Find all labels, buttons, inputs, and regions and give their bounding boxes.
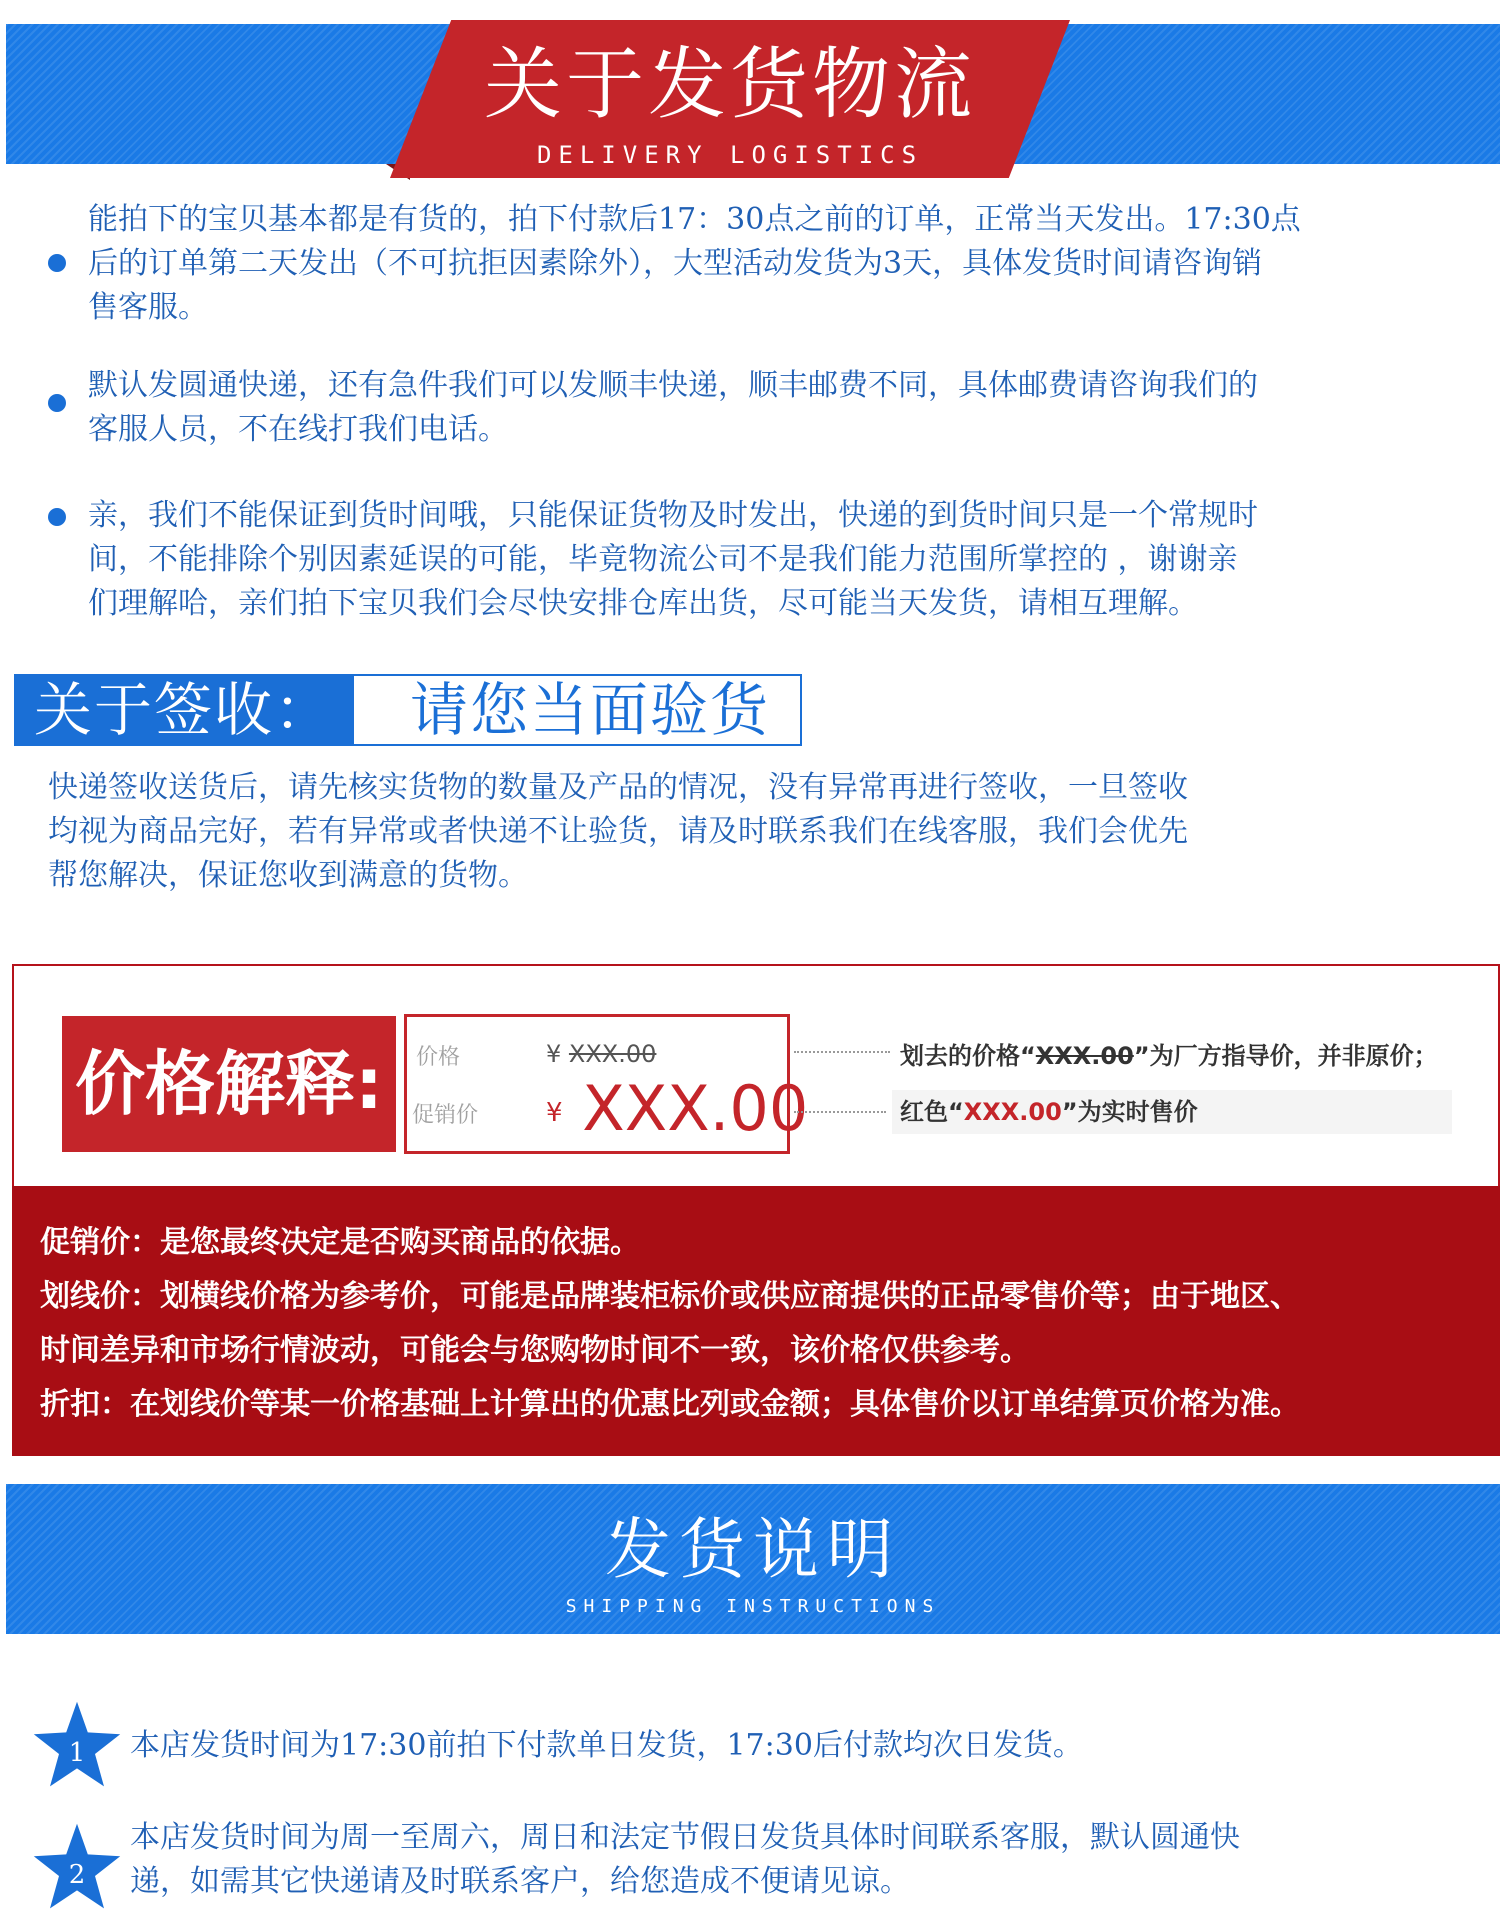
bullet-line: 后的订单第二天发出（不可抗拒因素除外），大型活动发货为3天，具体发货时间请咨询销 — [88, 246, 1263, 281]
step-text — [130, 1816, 1490, 1904]
bullet-line: 售客服。 — [88, 290, 208, 325]
sign-value: 请您当面验货 — [409, 676, 770, 744]
shipping-step-1 — [30, 1700, 1500, 1800]
leader-line — [794, 1051, 890, 1053]
sign-line: 均视为商品完好，若有异常或者快递不让验货，请及时联系我们在线客服，我们会优先 — [48, 814, 1188, 849]
star-icon — [32, 1700, 122, 1790]
yen-sign: ¥ — [546, 1097, 563, 1128]
bullet-text — [88, 198, 1500, 330]
bullet-line: 能拍下的宝贝基本都是有货的，拍下付款后17：30点之前的订单，正常当天发出。17:30点 — [88, 202, 1301, 237]
bullet-text — [88, 364, 1500, 452]
sign-line: 快递签收送货后，请先核实货物的数量及产品的情况，没有异常再进行签收，一旦签收 — [48, 770, 1188, 805]
bullet-dot-icon — [48, 254, 66, 272]
original-price-amount: XXX.00 — [568, 1040, 657, 1068]
bullet-dot-icon — [48, 508, 66, 526]
price-rule-strike-cont: 时间差异和市场行情波动，可能会与您购物时间不一致，该价格仅供参考。 — [40, 1333, 1030, 1368]
step-number: 1 — [68, 1738, 86, 1768]
price-label: 价格解释: — [75, 1043, 383, 1125]
bullet-line: 客服人员，不在线打我们电话。 — [88, 412, 508, 447]
promo-price-label: 促销价 — [412, 1103, 479, 1128]
bullet-line: 们理解哈，亲们拍下宝贝我们会尽快安排仓库出货，尽可能当天发货，请相互理解。 — [88, 586, 1198, 621]
delivery-subtitle: DELIVERY LOGISTICS — [536, 141, 924, 169]
promo-price-value — [546, 1074, 808, 1148]
price-rule-discount: 折扣：在划线价等某一价格基础上计算出的优惠比列或金额；具体售价以订单结算页价格为准。 — [40, 1387, 1300, 1422]
original-price-label: 价格 — [416, 1045, 461, 1070]
price-rule-strike: 划线价：划横线价格为参考价，可能是品牌装柜标价或供应商提供的正品零售价等；由于地区、 — [40, 1279, 1300, 1314]
sign-line: 帮您解决，保证您收到满意的货物。 — [48, 858, 528, 893]
original-price-value — [546, 1040, 656, 1068]
step-line: 递，如需其它快递请及时联系客户，给您造成不便请见谅。 — [130, 1864, 910, 1899]
sign-description — [48, 766, 1468, 898]
step-text — [130, 1724, 1490, 1768]
bullet-line: 亲，我们不能保证到货时间哦，只能保证货物及时发出，快递的到货时间只是一个常规时 — [88, 498, 1258, 533]
step-line: 本店发货时间为17:30前拍下付款单日发货，17:30后付款均次日发货。 — [130, 1728, 1083, 1763]
step-line: 本店发货时间为周一至周六，周日和法定节假日发货具体时间联系客服，默认圆通快 — [130, 1820, 1240, 1855]
strikethrough-price-note: 划去的价格“XXX.00”为厂方指导价，并非原价； — [900, 1042, 1438, 1070]
bullet-line: 间，不能排除个别因素延误的可能，毕竟物流公司不是我们能力范围所掌控的 ，谢谢亲 — [88, 542, 1238, 577]
sign-label: 关于签收： — [14, 674, 354, 746]
bullet-line: 默认发圆通快递，还有急件我们可以发顺丰快递，顺丰邮费不同，具体邮费请咨询我们的 — [88, 368, 1258, 403]
yen-sign: ¥ — [546, 1040, 562, 1068]
price-rule-promo: 促销价：是您最终决定是否购买商品的依据。 — [40, 1225, 640, 1260]
star-icon — [32, 1822, 122, 1912]
shipping-title: 发货说明 — [605, 1511, 901, 1588]
shipping-subtitle: SHIPPING INSTRUCTIONS — [565, 1596, 941, 1617]
bullet-dot-icon — [48, 394, 66, 412]
shipping-step-2 — [30, 1816, 1500, 1916]
leader-line — [794, 1111, 886, 1113]
delivery-title: 关于发货物流 — [483, 40, 976, 130]
promo-price-amount: XXX.00 — [582, 1072, 809, 1145]
red-price-note: 红色“XXX.00”为实时售价 — [892, 1090, 1452, 1134]
step-number: 2 — [68, 1860, 86, 1890]
bullet-text — [88, 494, 1500, 626]
